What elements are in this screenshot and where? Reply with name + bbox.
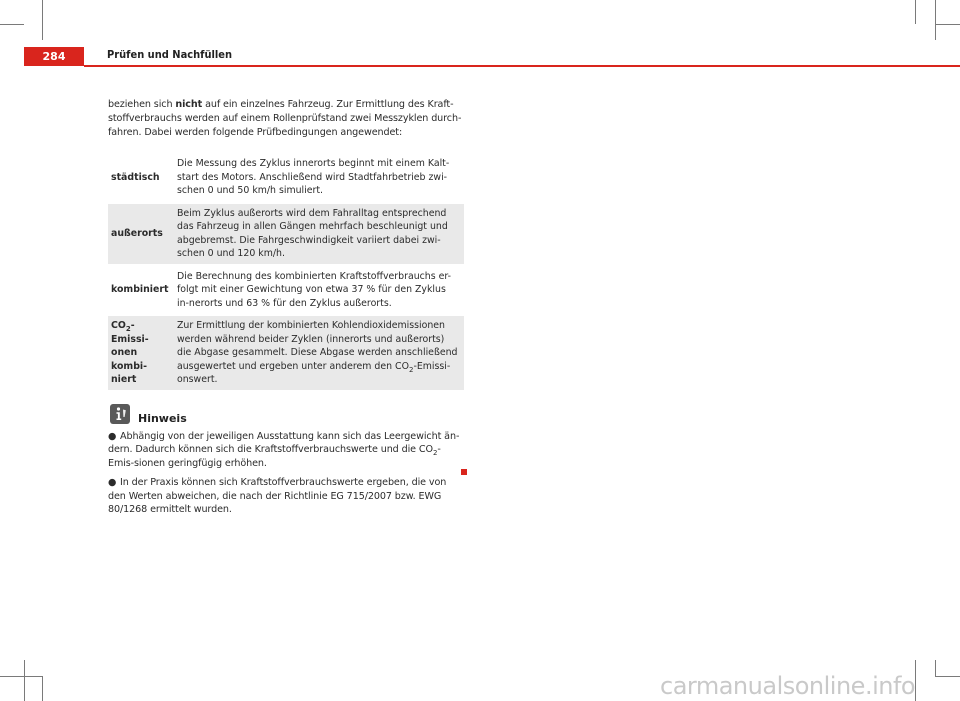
table-row — [108, 202, 464, 265]
watermark: carmanualsonline.info — [660, 672, 916, 700]
row-term: städtisch — [108, 154, 173, 202]
crop-mark — [42, 676, 43, 701]
crop-mark — [42, 0, 43, 40]
row-description: Die Berechnung des kombinierten Kraftstoffverbrauchs er-folgt mit einer Gewichtung von etwa 37 % für den Zyklus in-nerorts und 63 % für den Zyklus außerorts. — [173, 265, 464, 315]
bullet-icon: ● — [108, 477, 117, 489]
row-term: kombiniert — [108, 265, 173, 315]
crop-mark — [0, 24, 24, 25]
test-conditions-table — [108, 154, 464, 390]
row-description: Zur Ermittlung der kombinierten Kohlendioxidemissionen werden während beider Zyklen (innerorts und außerorts) die Abgase gesammelt. Diese Abgase werden anschließend ausgewertet und ergeben unter anderem den $CO_2-Emissi$-onswert. — [173, 315, 464, 390]
info-icon — [110, 404, 130, 424]
note-header — [108, 404, 464, 426]
main-content — [108, 98, 464, 523]
header-rule — [84, 65, 960, 67]
crop-mark — [915, 0, 916, 24]
table-row — [108, 265, 464, 315]
intro-paragraph: beziehen sich nicht auf ein einzelnes Fahrzeug. Zur Ermittlung des Kraft-stoffverbrauchs werden auf einem Rollenprüfstand zwei Messzyklen durch-fahren. Dabei werden folgende Prüfbedingungen angewendet: — [108, 99, 462, 138]
crop-mark — [935, 0, 936, 40]
page-number: 284 — [24, 47, 84, 66]
row-description: Beim Zyklus außerorts wird dem Fahralltag entsprechend das Fahrzeug in allen Gängen mehrfach beschleunigt und abgebremst. Die Fahrgeschwindigkeit variiert dabei zwi-schen 0 und 120 km/h. — [173, 202, 464, 265]
crop-mark — [935, 676, 960, 677]
chapter-title: Prüfen und Nachfüllen — [107, 48, 233, 61]
emphasis-text: nicht — [175, 99, 203, 110]
row-term: außerorts — [108, 202, 173, 265]
list-item: ● Abhängig von der jeweiligen Ausstattung kann sich das Leergewicht än-dern. Dadurch können sich die Kraftstoffverbrauchswerte und die $CO_2-Emis$-sionen geringfügig erhöhen. — [108, 430, 460, 469]
crop-mark — [0, 676, 42, 677]
note-list — [108, 430, 464, 518]
table-row — [108, 315, 464, 390]
crop-mark — [915, 660, 916, 701]
section-end-marker — [461, 469, 467, 475]
bullet-icon: ● — [108, 430, 117, 442]
note-title: Hinweis — [138, 411, 187, 425]
crop-mark — [24, 660, 25, 701]
crop-mark — [935, 24, 960, 25]
list-item: ● In der Praxis können sich Kraftstoffverbrauchswerte ergeben, die von den Werten abweichen, die nach der Richtlinie EG 715/2007 bzw. EWG 80/1268 ermittelt wurden. — [108, 477, 447, 516]
row-description: Die Messung des Zyklus innerorts beginnt mit einem Kalt-start des Motors. Anschließend wird Stadtfahrbetrieb zwi-schen 0 und 50 km/h simuliert. — [173, 154, 464, 202]
crop-mark — [935, 660, 936, 676]
row-term: $CO_2-Emissi$-onen kombi-niert — [108, 315, 173, 390]
table-row — [108, 154, 464, 202]
